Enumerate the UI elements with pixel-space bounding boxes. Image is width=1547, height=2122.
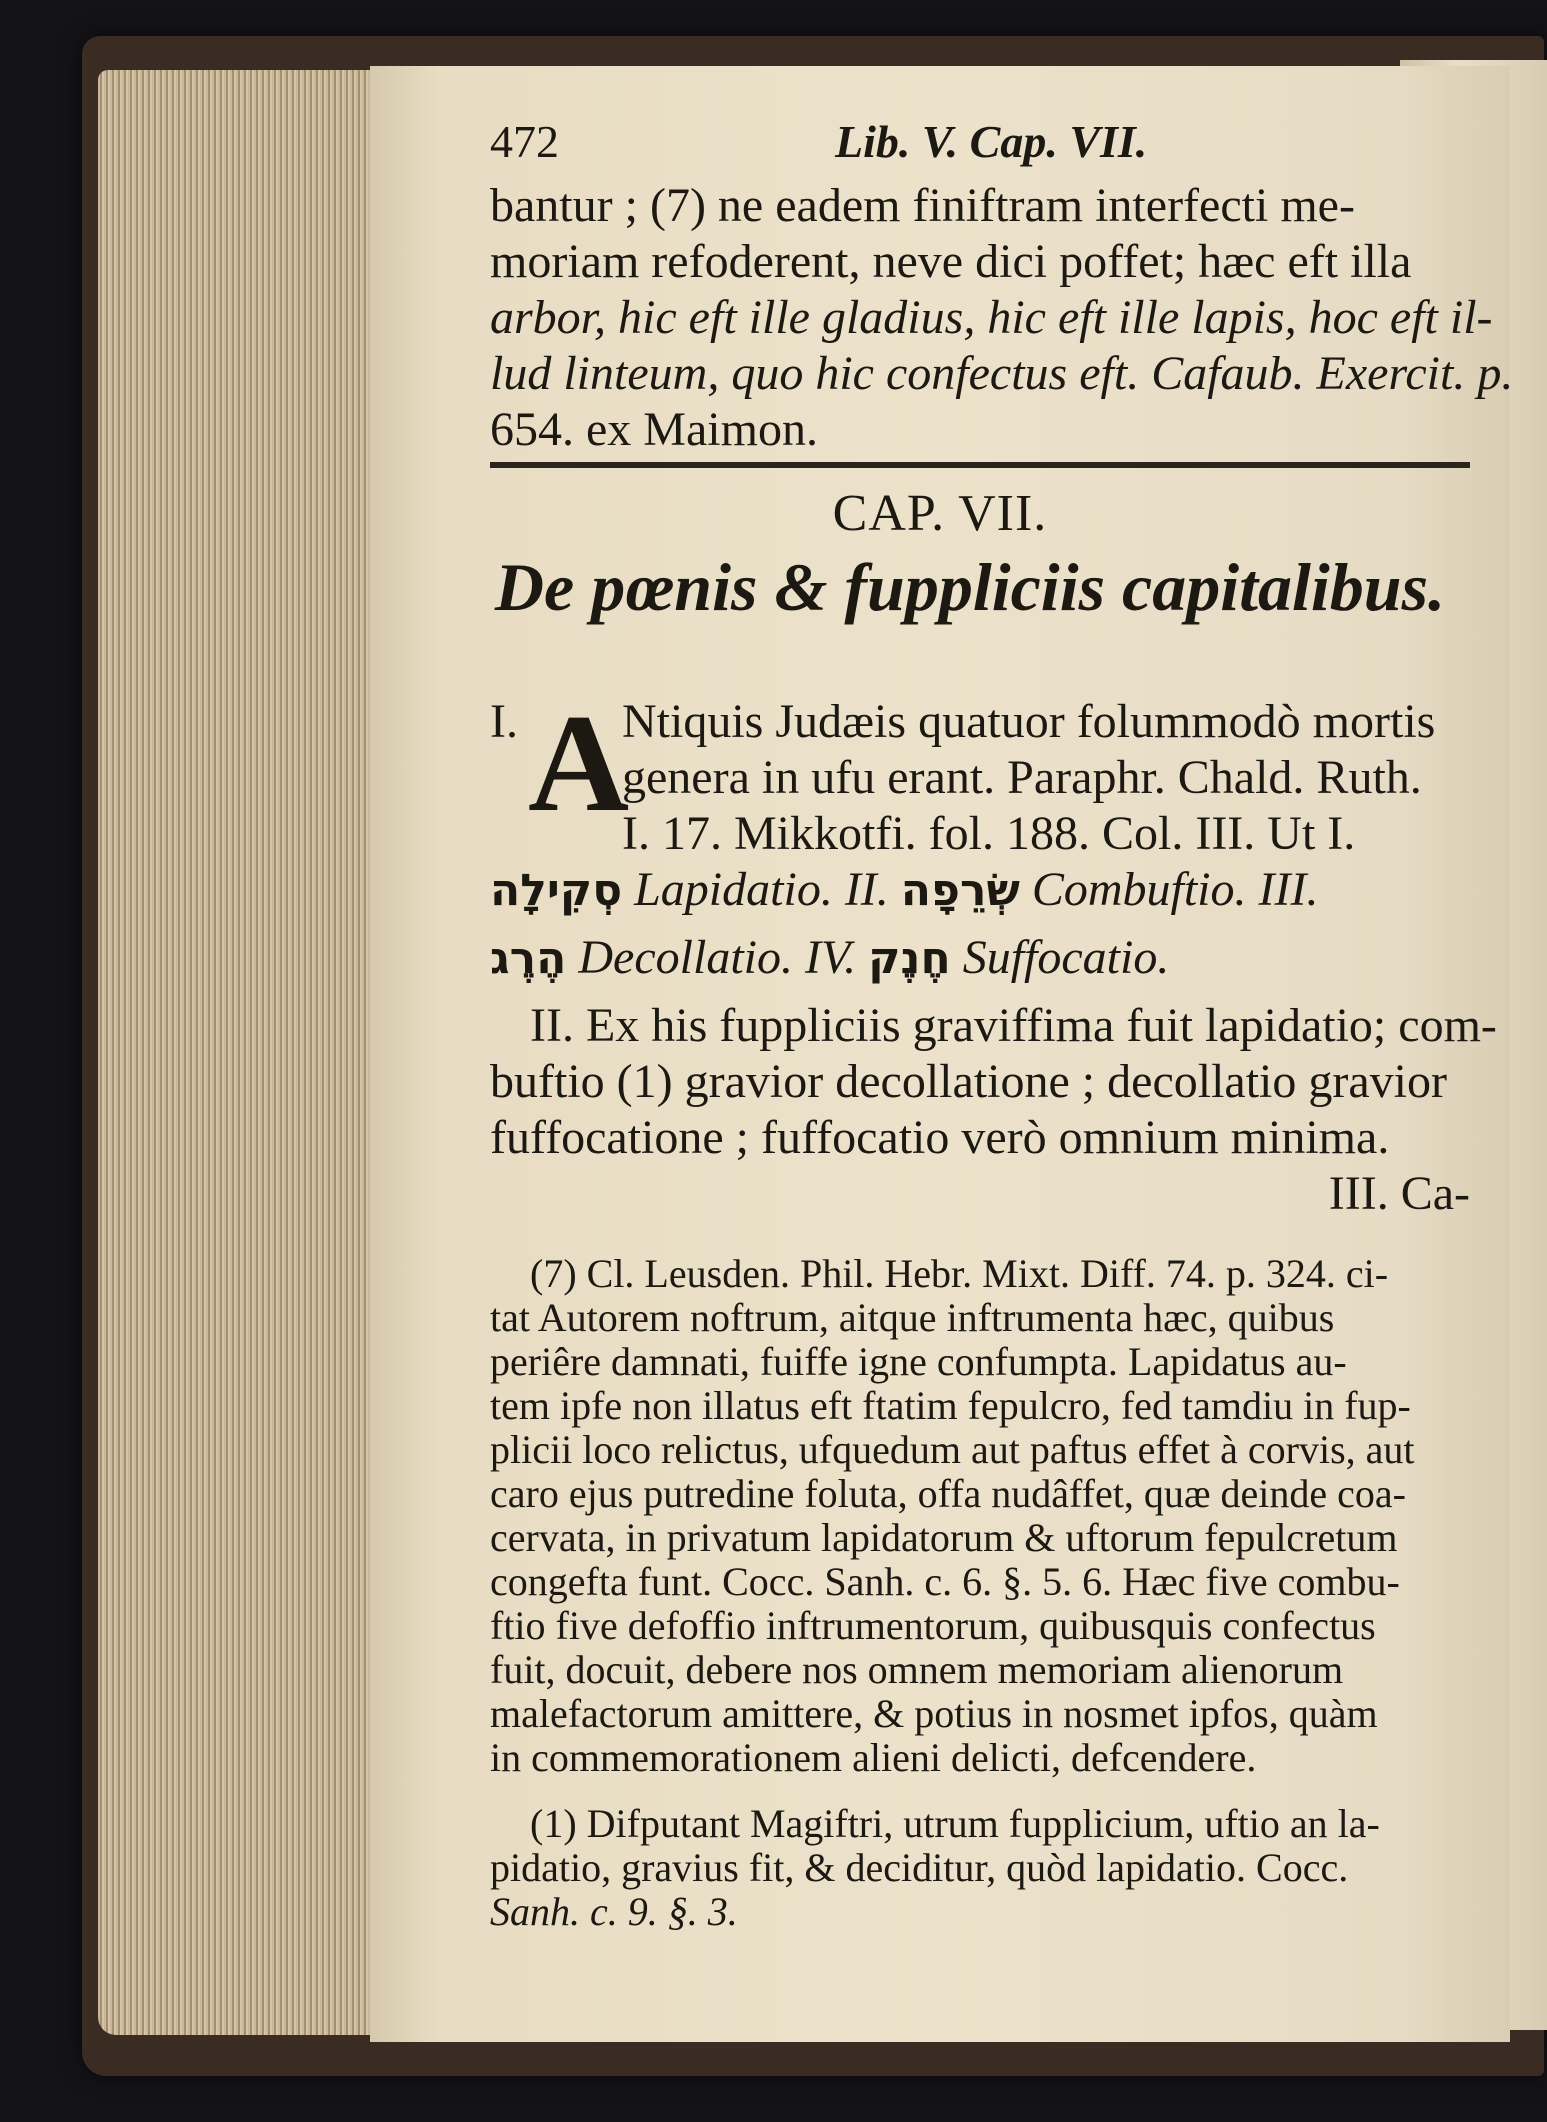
footnote-line: fuit, docuit, debere nos omnem memoriam alienorum	[490, 1647, 1344, 1692]
text-line: genera in ufu erant. Paraphr. Chald. Ruth.	[622, 751, 1422, 804]
text-line: I. 17. Mikkotfi. fol. 188. Col. III. Ut I.	[622, 807, 1356, 860]
hebrew-word: שְׂרֵפָה	[900, 865, 1020, 916]
book-page	[370, 66, 1514, 2042]
text-line: II. Ex his fuppliciis graviffima fuit lapidatio; com-	[530, 999, 1497, 1052]
drop-cap: A	[528, 686, 630, 841]
text-line: lud linteum, quo hic confectus eft. Cafaub. Exercit. p.	[490, 347, 1514, 400]
hebrew-word: הֶרֶג	[490, 933, 567, 984]
divider-rule	[490, 462, 1470, 468]
chapter-title: CAP. VII.	[832, 485, 1048, 542]
text-line	[490, 930, 1470, 987]
footnote-line: pidatio, gravius fit, & deciditur, quòd lapidatio. Cocc.	[490, 1845, 1349, 1890]
footnote-line: tat Autorem noftrum, aitque inftrumenta hæc, quibus	[490, 1295, 1335, 1340]
text-line: moriam refoderent, neve dici poffet; hæc eft illa	[490, 235, 1412, 288]
footnote-line: Sanh. c. 9. §. 3.	[490, 1889, 738, 1934]
text-line: buftio (1) gravior decollatione ; decollatio gravior	[490, 1055, 1447, 1108]
footnote-line: tem ipfe non illatus eft ftatim fepulcro, fed tamdiu in fup-	[490, 1383, 1411, 1428]
footnote-line: plicii loco relictus, ufquedum aut paftus effet à corvis, aut	[490, 1427, 1415, 1472]
footnote-line: ftio five defoffio inftrumentorum, quibusquis confectus	[490, 1603, 1376, 1648]
hebrew-word: חֶנֶק	[868, 933, 951, 984]
footnote-line: (7) Cl. Leusden. Phil. Hebr. Mixt. Diff. 74. p. 324. ci-	[530, 1251, 1389, 1296]
text-line: fuffocatione ; fuffocatio verò omnium minima.	[490, 1111, 1390, 1164]
page-edges	[98, 70, 370, 2035]
footnote-line: in commemorationem alieni delicti, defcendere.	[490, 1735, 1257, 1780]
text-line	[490, 862, 1470, 919]
footnote-line: caro ejus putredine foluta, offa nudâffet, quæ deinde coa-	[490, 1471, 1406, 1516]
term: Decollatio. IV.	[578, 931, 857, 984]
chapter-subtitle: De pœnis & fuppliciis capitalibus.	[494, 549, 1446, 625]
footnote-line: congefta funt. Cocc. Sanh. c. 6. §. 5. 6. Hæc five combu-	[490, 1559, 1400, 1604]
catchword: III. Ca-	[1328, 1167, 1470, 1220]
hebrew-word: סְקִילָה	[490, 865, 623, 916]
section-number: I.	[490, 695, 518, 748]
footnote-line: periêre damnati, fuiffe igne confumpta. Lapidatus au-	[490, 1339, 1347, 1384]
term: Suffocatio.	[962, 931, 1170, 984]
footnote-line: cervata, in privatum lapidatorum & uftorum fepulcretum	[490, 1515, 1398, 1560]
text-line: Ntiquis Judæis quatuor folummodò mortis	[622, 695, 1436, 748]
text-line: 654. ex Maimon.	[490, 403, 818, 456]
term: Lapidatio. II.	[634, 863, 889, 916]
text-line: bantur ; (7) ne eadem finiftram interfecti me-	[490, 179, 1355, 232]
term: Combuftio. III.	[1031, 863, 1319, 916]
page-number: 472	[490, 116, 559, 167]
footnote-line: (1) Difputant Magiftri, utrum fupplicium, uftio an la-	[530, 1801, 1380, 1846]
footnote-line: malefactorum amittere, & potius in nosmet ipfos, quàm	[490, 1691, 1378, 1736]
running-title: Lib. V. Cap. VII.	[835, 116, 1148, 167]
text-line: arbor, hic eft ille gladius, hic eft ille lapis, hoc eft il-	[490, 291, 1493, 344]
